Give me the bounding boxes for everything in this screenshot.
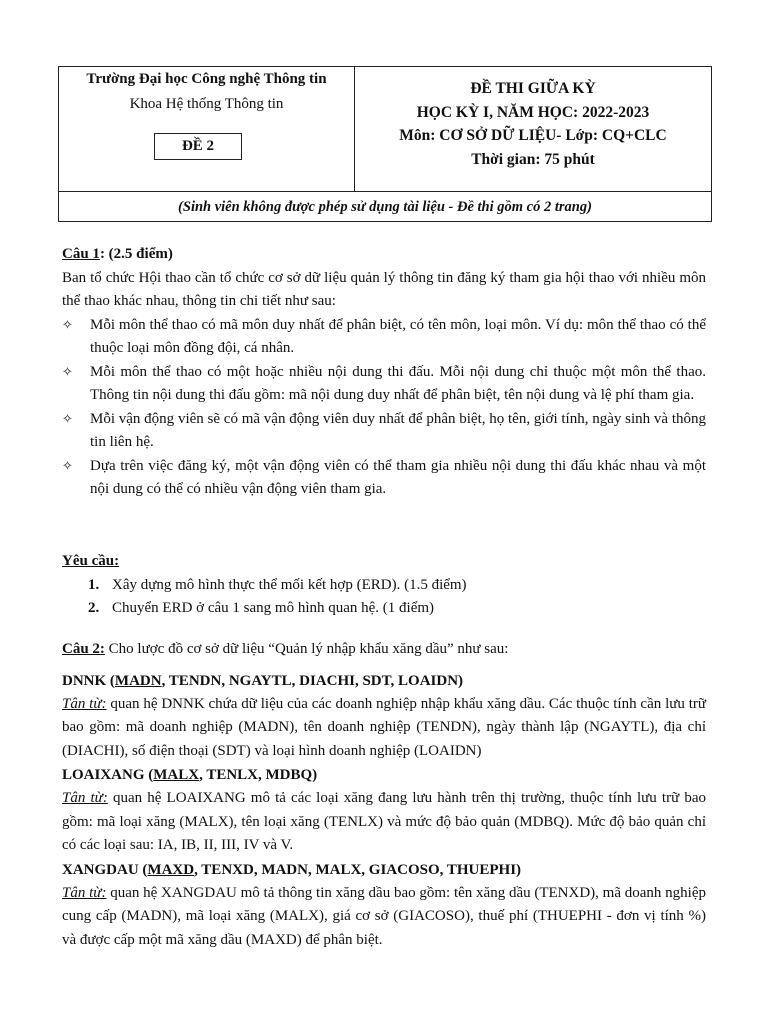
primary-key: MADN [114, 672, 162, 689]
q2-label: Câu 2: [62, 641, 105, 657]
bullet-text: Mỗi vận động viên sẽ có mã vận động viên duy nhất để phân biệt, họ tên, giới tính, ngày sinh và thông tin liên hệ. [90, 410, 706, 450]
q1-heading [62, 243, 706, 267]
relation-xangdau-desc: Tân từ: quan hệ XANGDAU mô tả thông tin xăng dầu bao gồm: tên xăng dầu (TENXD), mã doanh nghiệp cung cấp (MADN), mã loại xăng (MALX), giá cơ sở (GIACOSO), thuế phí (THUEPHI - đơn vị tính %) và được cấp một mã xăng dầu (MAXD) để phân biệt. [62, 884, 706, 948]
school-name: Trường Đại học Công nghệ Thông tin [86, 71, 327, 87]
primary-key: MAXD [147, 861, 195, 878]
diamond-star-icon: ✧ [62, 317, 73, 333]
requirements-section [62, 550, 706, 621]
requirement-number: 2. [88, 600, 100, 616]
requirements-list [62, 574, 706, 621]
list-item [62, 408, 706, 455]
q1-points: : (2.5 điểm) [99, 246, 173, 262]
relation-dnnk-title: DNNK (MADN, TENDN, NGAYTL, DIACHI, SDT, LOAIDN) [62, 672, 464, 689]
faculty-name: Khoa Hệ thống Thông tin [129, 96, 284, 112]
exam-title: ĐỀ THI GIỮA KỲ [470, 80, 596, 97]
list-item [62, 361, 706, 408]
list-item [62, 314, 706, 361]
exam-semester: HỌC KỲ I, NĂM HỌC: 2022-2023 [416, 103, 650, 121]
requirement-number: 1. [88, 576, 100, 593]
diamond-star-icon: ✧ [62, 458, 73, 474]
q1-label: Câu 1 [62, 246, 100, 262]
list-item [62, 597, 706, 621]
requirement-text: Xây dựng mô hình thực thể mối kết hợp (ERD). (1.5 điểm) [112, 576, 467, 593]
relation-loaixang-title: LOAIXANG (MALX, TENLX, MDBQ) [62, 767, 318, 783]
diamond-star-icon: ✧ [62, 411, 73, 427]
question-1 [62, 243, 706, 502]
exam-subject: Môn: CƠ SỞ DỮ LIỆU- Lớp: CQ+CLC [399, 127, 667, 144]
question-2 [62, 638, 706, 952]
relation-xangdau-title: XANGDAU (MAXD, TENXD, MADN, MALX, GIACOSO, THUEPHI) [62, 861, 522, 878]
desc-label: Tân từ: [62, 884, 107, 901]
relation-loaixang-desc: Tân từ: quan hệ LOAIXANG mô tả các loại xăng đang lưu hành trên thị trường, thuộc tính lưu trữ bao gồm: mã loại xăng (MALX), tên loại xăng (TENLX) và mức độ bảo quản (MDBQ). Mức độ bảo quản chỉ có các loại sau: IA, IB, II, III, IV và V. [62, 790, 706, 853]
bullet-text: Dựa trên việc đăng ký, một vận động viên có thể tham gia nhiều nội dung thi đấu khác nhau và một nội dung có thể có nhiều vận động viên tham gia. [90, 457, 706, 497]
q2-intro: Cho lược đồ cơ sở dữ liệu “Quản lý nhập khẩu xăng dầu” như sau: [104, 641, 509, 657]
exam-duration: Thời gian: 75 phút [471, 150, 595, 168]
exam-note: (Sinh viên không được phép sử dụng tài liệu - Đề thi gồm có 2 trang) [59, 191, 711, 223]
bullet-text: Mỗi môn thể thao có mã môn duy nhất để phân biệt, có tên môn, loại môn. Ví dụ: môn thể thao có thể thuộc loại môn đồng đội, cá nhân. [90, 316, 706, 356]
bullet-text: Mỗi môn thể thao có một hoặc nhiều nội dung thi đấu. Mỗi nội dung chỉ thuộc một môn thể thao. Thông tin nội dung thi đấu gồm: mã nội dung duy nhất để phân biệt, tên nội dung và lệ phí tham gia. [90, 363, 706, 403]
q1-bullet-list [62, 314, 706, 502]
requirements-label: Yêu cầu: [62, 553, 120, 569]
primary-key: MALX [153, 767, 200, 783]
exam-header-table [58, 66, 712, 222]
desc-label: Tân từ: [62, 790, 108, 806]
q1-intro: Ban tổ chức Hội thao cần tổ chức cơ sở dữ liệu quản lý thông tin đăng ký tham gia hội thao với nhiều môn thể thao khác nhau, thông tin chi tiết như sau: [62, 269, 706, 309]
header-left-cell [59, 67, 355, 191]
header-right-cell [355, 67, 711, 191]
requirement-text: Chuyển ERD ở câu 1 sang mô hình quan hệ. (1 điểm) [112, 600, 435, 616]
list-item [62, 455, 706, 502]
relation-dnnk-desc: Tân từ: quan hệ DNNK chứa dữ liệu của các doanh nghiệp nhập khẩu xăng dầu. Các thuộc tính cần lưu trữ bao gồm: mã doanh nghiệp (MADN), tên doanh nghiệp (TENDN), ngày thành lập (NGAYTL), địa chỉ (DIACHI), số điện thoại (SDT) và loại hình doanh nghiệp (LOAIDN) [62, 695, 706, 759]
diamond-star-icon: ✧ [62, 364, 73, 380]
exam-code-box: ĐỀ 2 [154, 133, 242, 160]
q2-heading [62, 638, 706, 662]
desc-label: Tân từ: [62, 695, 107, 712]
list-item [62, 574, 706, 598]
